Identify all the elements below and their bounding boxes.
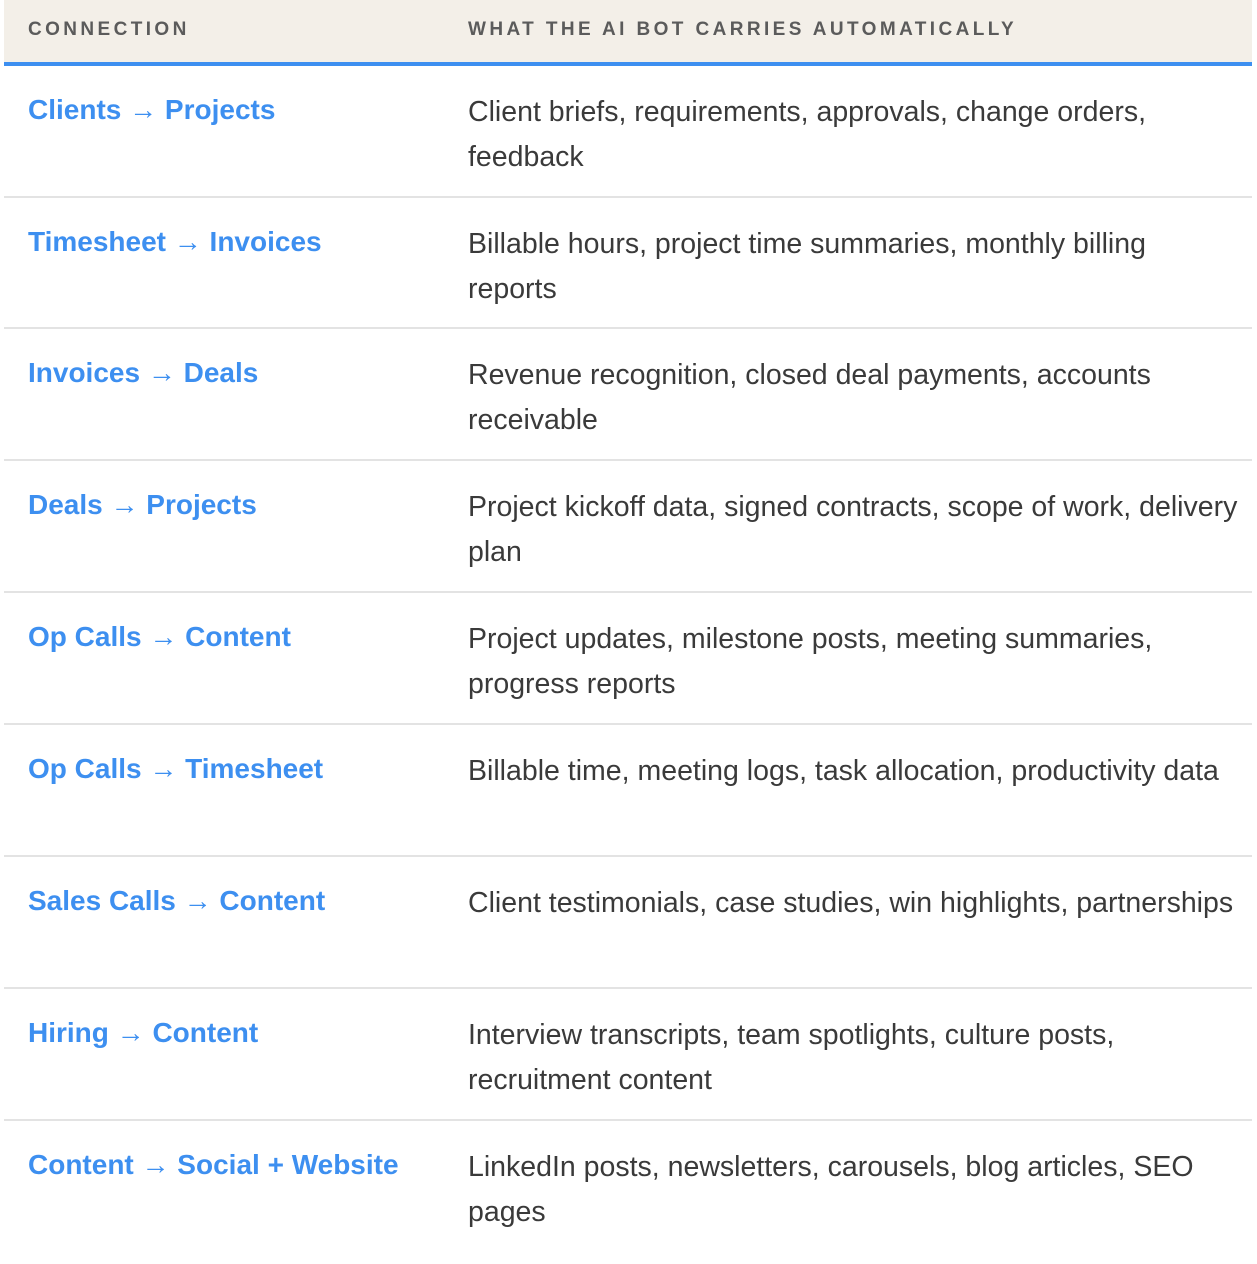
table-row xyxy=(4,1121,1252,1251)
table-row xyxy=(4,857,1252,989)
connection-cell: Content → Social + Website xyxy=(28,1149,399,1180)
table-row xyxy=(4,593,1252,725)
connection-cell: Clients → Projects xyxy=(28,94,276,125)
carries-cell: Project kickoff data, signed contracts, scope of work, delivery plan xyxy=(468,491,1238,568)
table-row xyxy=(4,989,1252,1121)
carries-cell: Billable time, meeting logs, task allocation, productivity data xyxy=(468,755,1219,787)
table-row xyxy=(4,329,1252,461)
connection-cell: Deals → Projects xyxy=(28,489,257,520)
carries-cell: Client testimonials, case studies, win highlights, partnerships xyxy=(468,887,1234,919)
carries-cell: Project updates, milestone posts, meeting summaries, progress reports xyxy=(468,623,1153,700)
column-header-connection: CONNECTION xyxy=(28,19,190,40)
carries-cell: Billable hours, project time summaries, monthly billing reports xyxy=(468,228,1146,305)
table-row xyxy=(4,461,1252,593)
connection-cell: Timesheet → Invoices xyxy=(28,226,322,257)
carries-cell: Client briefs, requirements, approvals, change orders, feedback xyxy=(468,96,1147,173)
connections-table xyxy=(4,0,1252,1251)
table-header xyxy=(4,0,1252,66)
connection-cell: Op Calls → Content xyxy=(28,621,291,652)
table-row xyxy=(4,66,1252,198)
table-row xyxy=(4,725,1252,857)
connection-cell: Invoices → Deals xyxy=(28,357,259,388)
connection-cell: Op Calls → Timesheet xyxy=(28,753,324,784)
connection-cell: Sales Calls → Content xyxy=(28,885,326,916)
table-row xyxy=(4,198,1252,329)
carries-cell: LinkedIn posts, newsletters, carousels, blog articles, SEO pages xyxy=(468,1151,1194,1228)
carries-cell: Interview transcripts, team spotlights, culture posts, recruitment content xyxy=(468,1019,1115,1096)
carries-cell: Revenue recognition, closed deal payments, accounts receivable xyxy=(468,359,1151,436)
connection-cell: Hiring → Content xyxy=(28,1017,259,1048)
column-header-carries: WHAT THE AI BOT CARRIES AUTOMATICALLY xyxy=(468,19,1018,40)
